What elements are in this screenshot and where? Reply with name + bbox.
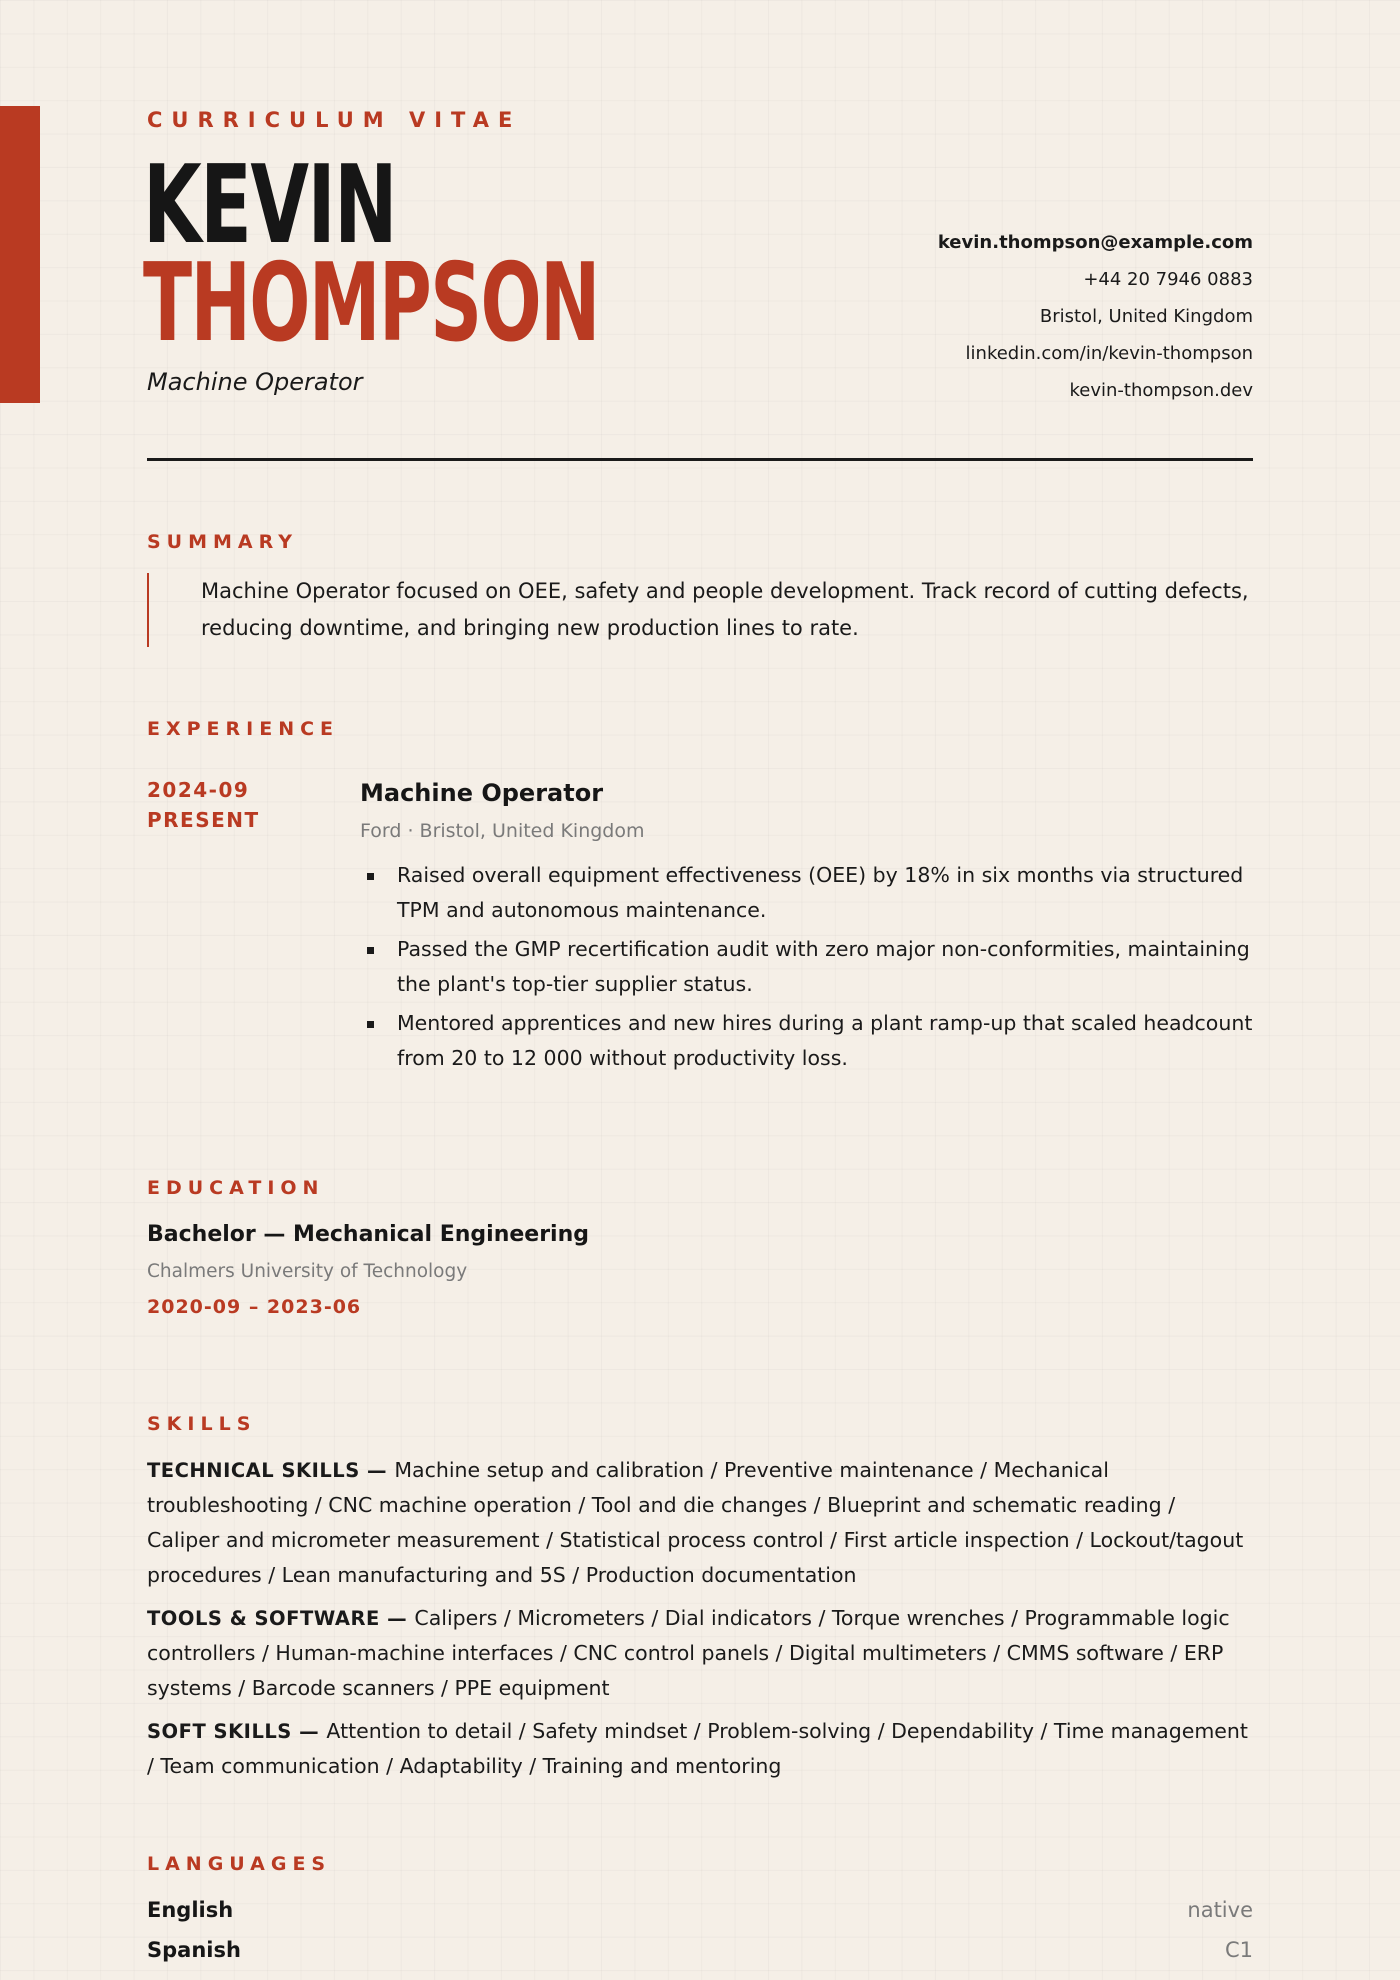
job-start-date: 2024-09	[147, 778, 250, 802]
contact-location: Bristol, United Kingdom	[1039, 306, 1253, 327]
skill-group-separator: —	[359, 1459, 395, 1482]
skill-group-technical	[147, 1453, 1253, 1593]
skill-group-label: TOOLS & SOFTWARE	[147, 1607, 380, 1630]
square-bullet-icon	[367, 1021, 374, 1028]
contact-block	[938, 224, 1253, 409]
job-dates	[147, 775, 260, 835]
education-dates: 2020-09 – 2023-06	[147, 1296, 362, 1318]
skill-group-items: Machine setup and calibration / Preventive maintenance / Mechanical troubleshooting / CNC machine operation / Tool and die changes / Blueprint and schematic reading / Caliper and micrometer measurement / Statistical process control / First article inspection / Lockout/tagout procedures / Lean manufacturing and 5S / Production documentation	[147, 1458, 1244, 1587]
skill-group-label: SOFT SKILLS	[147, 1720, 292, 1743]
education-school: Chalmers University of Technology	[147, 1261, 468, 1282]
skill-group-items: Calipers / Micrometers / Dial indicators / Torque wrenches / Programmable logic controllers / Human-machine interfaces / CNC control panels / Digital multimeters / CMMS software / ERP systems / Barcode scanners / PPE equipment	[147, 1606, 1230, 1700]
education-degree: Bachelor — Mechanical Engineering	[147, 1222, 589, 1247]
language-name: Spanish	[147, 1938, 241, 1962]
job-bullets	[360, 858, 1253, 1076]
language-level: C1	[1224, 1938, 1253, 1962]
document-eyebrow: CURRICULUM VITAE	[147, 108, 522, 132]
contact-linkedin[interactable]: linkedin.com/in/kevin-thompson	[965, 343, 1253, 364]
skill-group-tools	[147, 1601, 1253, 1706]
last-name: THOMPSON	[143, 241, 599, 366]
skills-heading: SKILLS	[147, 1413, 257, 1435]
job-bullet	[360, 1006, 1253, 1076]
languages-heading: LANGUAGES	[147, 1853, 332, 1875]
first-name: KEVIN	[143, 143, 396, 268]
skill-group-separator: —	[379, 1607, 415, 1630]
skill-group-separator: —	[291, 1720, 327, 1743]
job-company: Ford · Bristol, United Kingdom	[360, 820, 645, 842]
skill-group-label: TECHNICAL SKILLS	[147, 1459, 360, 1482]
skill-group-soft	[147, 1714, 1253, 1784]
summary-text: Machine Operator focused on OEE, safety and people development. Track record of cutting defects, reducing downtime, and bringing new production lines to rate.	[147, 573, 1253, 647]
skill-group-items: Attention to detail / Safety mindset / Problem-solving / Dependability / Time management / Team communication / Adaptability / Training and mentoring	[147, 1719, 1248, 1778]
job-bullet-text: Mentored apprentices and new hires during a plant ramp-up that scaled headcount from 20 to 12 000 without productivity loss.	[397, 1011, 1253, 1070]
square-bullet-icon	[367, 873, 374, 880]
language-level: native	[1187, 1898, 1253, 1922]
job-bullet	[360, 932, 1253, 1002]
job-end-date: PRESENT	[147, 808, 260, 832]
contact-website[interactable]: kevin-thompson.dev	[1069, 380, 1253, 401]
job-title: Machine Operator	[360, 779, 604, 807]
job-bullet	[360, 858, 1253, 928]
role-title: Machine Operator	[147, 368, 363, 396]
skills-list	[147, 1453, 1253, 1792]
contact-phone[interactable]: +44 20 7946 0883	[1083, 269, 1253, 290]
job-entry	[360, 776, 1253, 1080]
square-bullet-icon	[367, 947, 374, 954]
contact-email[interactable]: kevin.thompson@example.com	[937, 232, 1253, 253]
experience-heading: EXPERIENCE	[147, 718, 340, 740]
job-bullet-text: Passed the GMP recertification audit with zero major non-conformities, maintaining the plant's top-tier supplier status.	[397, 937, 1250, 996]
accent-bar	[0, 106, 40, 403]
education-heading: EDUCATION	[147, 1177, 325, 1199]
summary-heading: SUMMARY	[147, 531, 298, 553]
header-divider	[147, 458, 1253, 461]
language-name: English	[147, 1898, 234, 1922]
job-bullet-text: Raised overall equipment effectiveness (OEE) by 18% in six months via structured TPM and autonomous maintenance.	[397, 863, 1244, 922]
